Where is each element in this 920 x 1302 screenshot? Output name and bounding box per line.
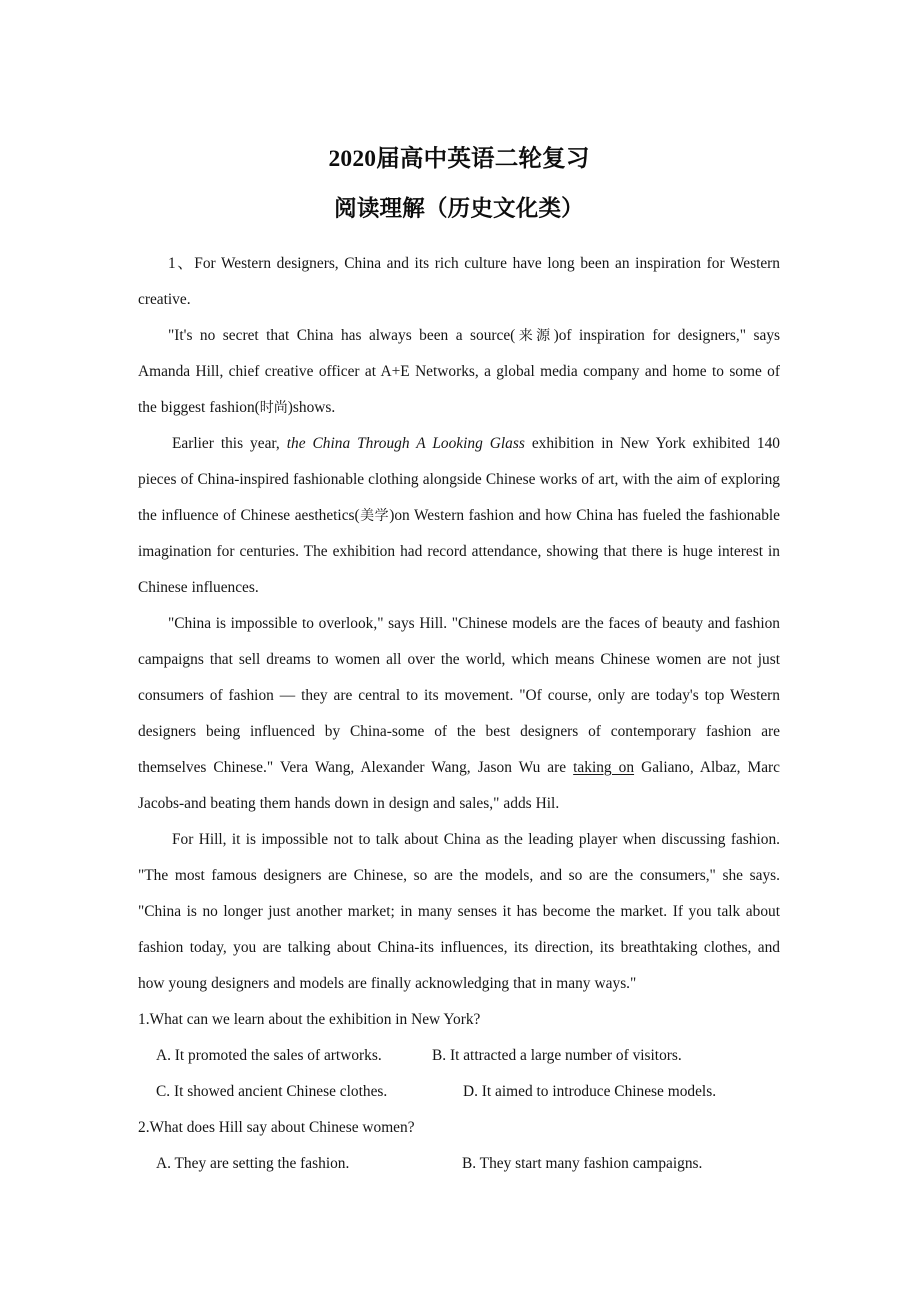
paragraph-2-text-a: "It's no secret that China has always been a source( xyxy=(168,327,516,344)
page-subtitle: 阅读理解（历史文化类） xyxy=(334,195,584,221)
exhibition-title-italic: the China Through A Looking Glass xyxy=(286,435,525,452)
question-1-option-b[interactable]: B. It attracted a large number of visitors. xyxy=(432,1047,682,1064)
question-2-option-b[interactable]: B. They start many fashion campaigns. xyxy=(462,1155,703,1172)
question-2-option-a[interactable]: A. They are setting the fashion. xyxy=(156,1155,350,1172)
paragraph-1 xyxy=(138,246,780,318)
question-1-option-a[interactable]: A. It promoted the sales of artworks. xyxy=(156,1047,382,1064)
paragraph-2 xyxy=(138,318,780,426)
question-1-option-d[interactable]: D. It aimed to introduce Chinese models. xyxy=(463,1083,717,1100)
paragraph-2-text-b: )of inspiration for designers," says Amanda Hill, chief creative officer at A+E Networks, a global media company and home to some of the biggest fashion( xyxy=(138,327,781,416)
paragraph-4-text-a: "China is impossible to overlook," says Hill. "Chinese models are the faces of beauty and fashion campaigns that sell dreams to women all over the world, which means Chinese women are not just consumers of fashion — they are central to its movement. "Of course, only are today's top Western designers being influenced by China-some of the best designers of contemporary fashion are themselves Chinese." Vera Wang, Alexander Wang, Jason Wu are xyxy=(138,615,780,776)
gloss-fashion-cjk: 时尚 xyxy=(259,400,288,416)
gloss-source-cjk: 来源 xyxy=(515,328,554,344)
paragraph-5-text: For Hill, it is impossible not to talk about China as the leading player when discussing fashion. "The most famous designers are Chinese, so are the models, and so are the consumers," she says. "China is no longer just another market; in many senses it has become the market. If you talk about fashion today, you are talking about China-its influences, its direction, its breathtaking clothes, and how young designers and models are finally acknowledging that in many ways." xyxy=(138,831,780,992)
document-content xyxy=(138,0,780,1182)
paragraph-3-text-a: Earlier this year, xyxy=(172,435,287,452)
paragraph-5 xyxy=(138,822,780,1002)
question-1-options-row-1 xyxy=(138,1038,780,1074)
question-1-prompt: 1.What can we learn about the exhibition in New York? xyxy=(138,1011,481,1028)
paragraph-3-text-b: exhibition in New York exhibited 140 pieces of China-inspired fashionable clothing alongside Chinese works of art, with the aim of exploring the influence of Chinese aesthetics( xyxy=(138,435,780,524)
question-2-options-row-1 xyxy=(138,1146,780,1182)
question-1-option-c[interactable]: C. It showed ancient Chinese clothes. xyxy=(156,1083,388,1100)
paragraph-1-text: 1、For Western designers, China and its rich culture have long been an inspiration for Western creative. xyxy=(138,255,780,308)
paragraph-2-text-c: )shows. xyxy=(287,399,336,416)
paragraph-3-text-c: )on Western fashion and how China has fueled the fashionable imagination for centuries. The exhibition had record attendance, showing that there is huge interest in Chinese influences. xyxy=(138,507,780,596)
paragraph-4-text-b: Galiano, Albaz, Marc Jacobs-and beating them hands down in design and sales," adds Hil. xyxy=(138,759,780,812)
page-title: 2020届高中英语二轮复习 xyxy=(328,146,590,172)
question-2-prompt: 2.What does Hill say about Chinese women? xyxy=(138,1119,415,1136)
question-1-options-row-2 xyxy=(138,1074,780,1110)
underlined-phrase-taking-on: taking on xyxy=(573,759,635,776)
paragraph-3 xyxy=(138,426,780,606)
gloss-aesthetics-cjk: 美学 xyxy=(359,508,390,524)
paragraph-4 xyxy=(138,606,780,822)
